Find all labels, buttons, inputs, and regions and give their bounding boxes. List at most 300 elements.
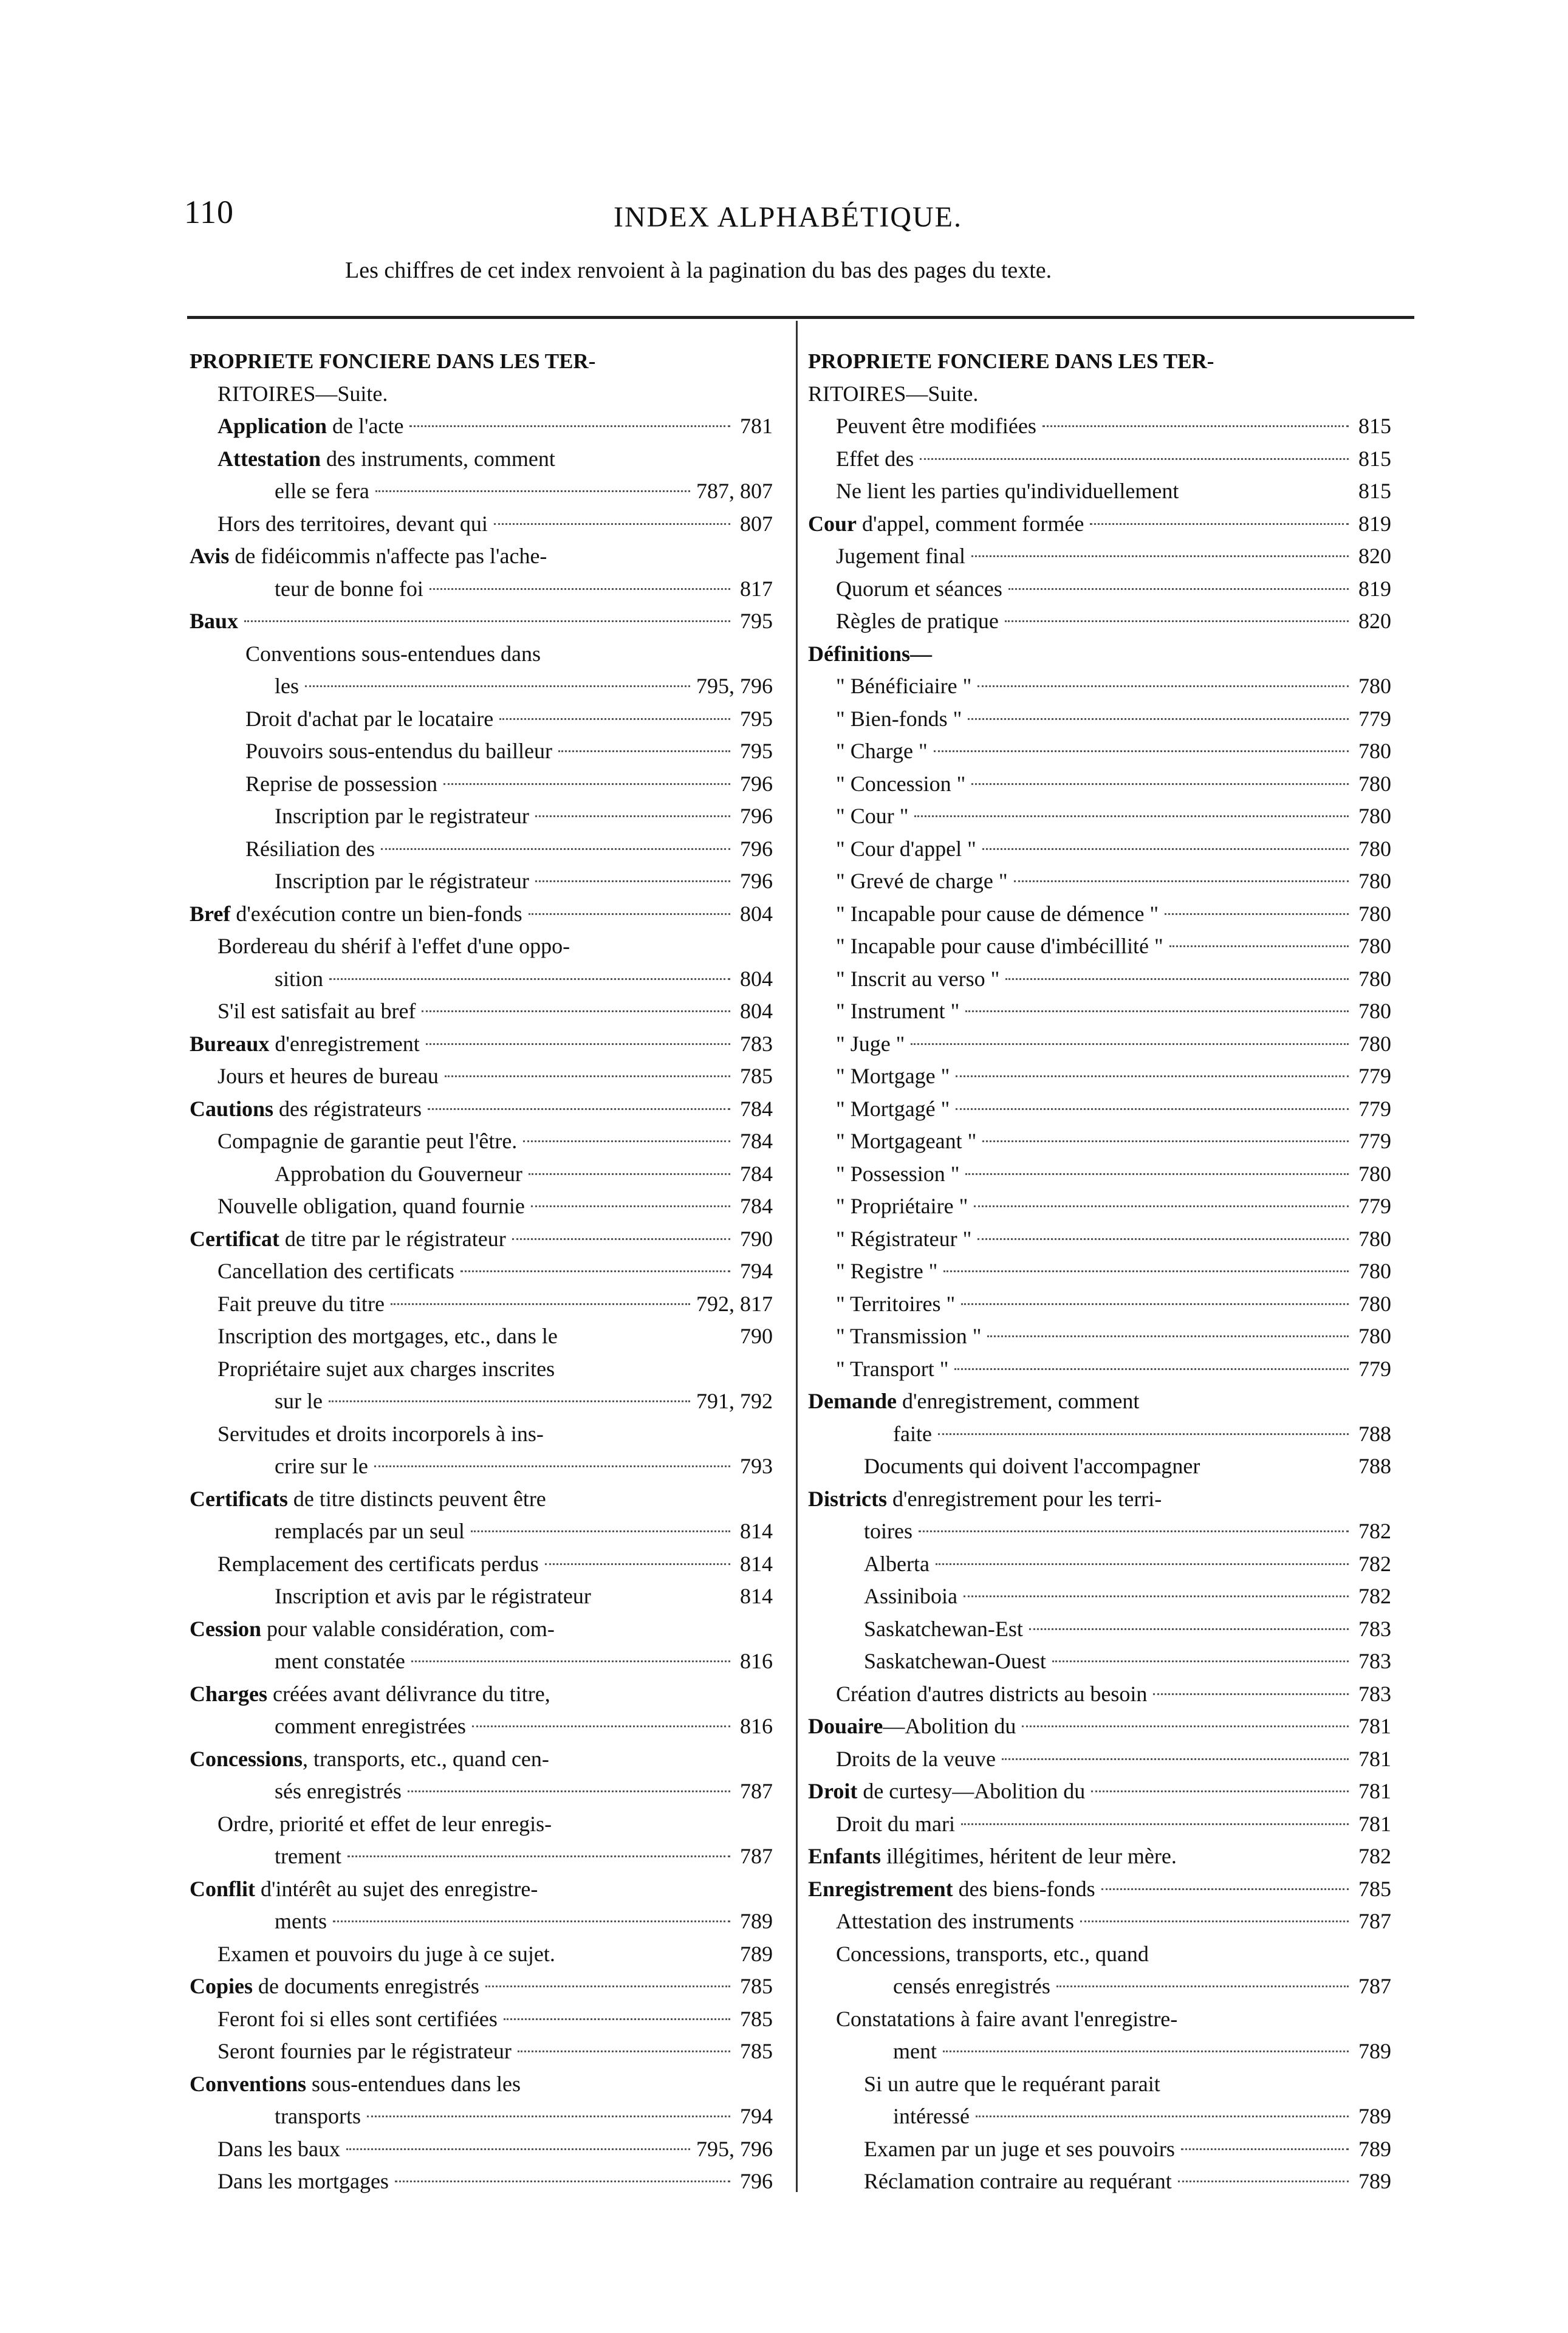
index-description: Saskatchewan-Est	[864, 1616, 1023, 1641]
index-entry	[190, 1515, 773, 1548]
index-entry-text	[808, 1840, 1177, 1873]
index-description: " Juge "	[836, 1031, 905, 1056]
page-reference: 784	[740, 1194, 773, 1218]
page-reference: 785	[1358, 1876, 1391, 1901]
dot-leader	[1002, 1758, 1349, 1760]
index-entry	[190, 1970, 773, 2003]
index-entry-text	[217, 1125, 517, 1158]
index-entry-text	[190, 345, 595, 378]
page-reference: 779	[1358, 1356, 1391, 1381]
index-entry	[808, 2003, 1391, 2036]
index-description: Constatations à faire avant l'enregistre-	[836, 2006, 1178, 2031]
dot-leader	[430, 588, 730, 590]
index-entry	[190, 1385, 773, 1418]
index-description: créées avant délivrance du titre,	[267, 1681, 550, 1706]
index-entry	[190, 2003, 773, 2036]
index-entry-text	[836, 1320, 981, 1353]
index-entry-text	[836, 1028, 905, 1061]
index-entry-text	[217, 1548, 539, 1581]
index-entry	[808, 1158, 1391, 1191]
index-description: " Mortgageant "	[836, 1129, 977, 1153]
dot-leader	[1014, 880, 1349, 882]
index-entry-text	[864, 1613, 1023, 1646]
dot-leader	[504, 2018, 730, 2020]
index-entry	[190, 898, 773, 931]
index-column-right	[808, 345, 1391, 2198]
index-entry-text	[217, 1255, 454, 1288]
page-reference: 804	[740, 999, 773, 1023]
index-entry	[808, 378, 1391, 411]
dot-leader	[982, 848, 1349, 850]
dot-leader	[1101, 1888, 1349, 1890]
index-entry	[808, 963, 1391, 996]
index-description: " Instrument "	[836, 999, 960, 1023]
index-description: Propriétaire sujet aux charges inscrites	[217, 1356, 555, 1381]
index-description: ment	[893, 2039, 937, 2063]
index-description: Réclamation contraire au requérant	[864, 2169, 1172, 2193]
index-description: de titre distincts peuvent être	[287, 1486, 546, 1511]
page-reference: 785	[740, 1974, 773, 1998]
dot-leader	[956, 1075, 1349, 1077]
index-entry	[190, 1775, 773, 1808]
index-entry-text	[893, 1970, 1050, 2003]
dot-leader	[367, 2115, 730, 2117]
index-entry	[190, 605, 773, 638]
index-entry	[808, 898, 1391, 931]
dot-leader	[329, 978, 730, 980]
index-entry-text	[836, 410, 1036, 443]
index-entry-text	[893, 2035, 937, 2068]
page-reference: 780	[1358, 934, 1391, 958]
index-entry-text	[836, 1093, 950, 1126]
index-entry-text	[808, 1483, 1162, 1516]
index-keyword: Conventions	[190, 2071, 307, 2096]
dot-leader	[411, 1660, 730, 1662]
dot-leader	[531, 1205, 730, 1207]
index-description: " Territoires "	[836, 1291, 956, 1316]
index-entry	[808, 345, 1391, 378]
index-entry	[190, 1678, 773, 1711]
index-description: Inscription par le régistrateur	[275, 869, 529, 893]
index-entry-text	[864, 1515, 912, 1548]
dot-leader	[518, 2050, 730, 2052]
index-entry	[808, 1255, 1391, 1288]
index-entry-text	[245, 768, 437, 801]
index-entry-text	[836, 1938, 1149, 1971]
index-entry	[190, 410, 773, 443]
index-entry-text	[217, 1808, 552, 1841]
page-reference: 785	[740, 2039, 773, 2063]
index-entry-text	[217, 1288, 385, 1321]
dot-leader	[936, 1563, 1349, 1565]
index-entry	[808, 443, 1391, 476]
index-entry	[190, 1645, 773, 1678]
index-description: elle se fera	[275, 479, 369, 503]
dot-leader	[1052, 1660, 1349, 1662]
index-entry	[190, 1060, 773, 1093]
page-reference: 789	[1358, 2136, 1391, 2161]
index-entry	[190, 508, 773, 541]
index-description: ment constatée	[275, 1649, 405, 1673]
index-entry	[808, 1320, 1391, 1353]
index-description: d'appel, comment formée	[857, 511, 1084, 536]
index-description: d'exécution contre un bien-fonds	[230, 901, 522, 926]
index-description: censés enregistrés	[893, 1974, 1050, 1998]
index-entry	[190, 1483, 773, 1516]
index-description: Remplacement des certificats perdus	[217, 1551, 539, 1576]
index-entry	[808, 540, 1391, 573]
page-reference: 780	[1358, 674, 1391, 698]
index-description: Bordereau du shérif à l'effet d'une oppo-	[217, 934, 570, 958]
index-description: Examen et pouvoirs du juge à ce sujet.	[217, 1941, 555, 1966]
index-entry	[808, 1613, 1391, 1646]
dot-leader	[987, 1335, 1349, 1337]
index-description: Hors des territoires, devant qui	[217, 511, 488, 536]
page-reference: 785	[740, 1064, 773, 1088]
index-entry	[190, 1288, 773, 1321]
page-reference: 779	[1358, 706, 1391, 731]
page-reference: 796	[740, 836, 773, 861]
page-reference: 785	[740, 2006, 773, 2031]
index-entry	[190, 1710, 773, 1743]
dot-leader	[375, 490, 690, 492]
index-description: d'enregistrement, comment	[897, 1389, 1140, 1413]
index-entry	[190, 1125, 773, 1158]
index-description: " Propriétaire "	[836, 1194, 968, 1218]
index-entry-text	[217, 2035, 512, 2068]
page-reference: 807	[740, 511, 773, 536]
dot-leader	[329, 1400, 690, 1402]
index-entry	[808, 1580, 1391, 1613]
page-reference: 790	[740, 1226, 773, 1251]
index-description: " Bien-fonds "	[836, 706, 962, 731]
index-description: " Mortgage "	[836, 1064, 950, 1088]
index-entry	[190, 703, 773, 736]
page-reference: 814	[740, 1519, 773, 1543]
index-description: Attestation des instruments	[836, 1909, 1074, 1933]
index-entry	[190, 1580, 773, 1613]
index-entry-text	[836, 735, 928, 768]
index-entry	[190, 1840, 773, 1873]
index-entry	[808, 865, 1391, 898]
dot-leader	[976, 2115, 1349, 2117]
page-reference: 779	[1358, 1129, 1391, 1153]
index-description: Approbation du Gouverneur	[275, 1161, 522, 1186]
index-entry-text	[836, 1255, 937, 1288]
index-entry-text	[217, 1190, 525, 1223]
index-description: " Transport "	[836, 1356, 949, 1381]
index-entry	[808, 703, 1391, 736]
index-description: " Grevé de charge "	[836, 869, 1008, 893]
index-entry-text	[190, 1483, 546, 1516]
index-entry	[190, 1028, 773, 1061]
index-description: " Cour "	[836, 804, 909, 828]
dot-leader	[977, 1238, 1349, 1240]
dot-leader	[1181, 2148, 1349, 2150]
index-description: Servitudes et droits incorporels à ins-	[217, 1421, 544, 1446]
page-reference: 820	[1358, 609, 1391, 633]
index-entry-text	[836, 768, 965, 801]
page-reference: 795	[740, 739, 773, 763]
index-entry-text	[217, 1938, 555, 1971]
page-reference: 779	[1358, 1096, 1391, 1121]
page-reference: 780	[1358, 836, 1391, 861]
index-entry-text	[275, 1840, 341, 1873]
index-entry	[808, 1515, 1391, 1548]
index-keyword: Avis	[190, 544, 230, 568]
index-entry-text	[808, 1775, 1085, 1808]
index-description: sés enregistrés	[275, 1779, 402, 1803]
index-keyword: Charges	[190, 1681, 267, 1706]
dot-leader	[422, 1010, 730, 1012]
index-entry-text	[190, 1678, 550, 1711]
index-description: Compagnie de garantie peut l'être.	[217, 1129, 518, 1153]
index-entry-text	[836, 1060, 950, 1093]
index-description: Règles de pratique	[836, 609, 999, 633]
dot-leader	[938, 1433, 1349, 1435]
page-reference: 782	[1358, 1844, 1391, 1868]
dot-leader	[961, 1303, 1349, 1305]
index-entry	[190, 1223, 773, 1256]
index-entry-text	[275, 1158, 522, 1191]
index-entry	[190, 1320, 773, 1353]
dot-leader	[535, 815, 730, 817]
index-entry	[190, 833, 773, 866]
index-entry-text	[217, 2003, 498, 2036]
index-description: les	[275, 674, 299, 698]
index-entry	[808, 1548, 1391, 1581]
page-reference: 780	[1358, 771, 1391, 796]
index-description: , transports, etc., quand cen-	[303, 1746, 549, 1771]
dot-leader	[347, 1855, 730, 1857]
dot-leader	[920, 458, 1349, 460]
dot-leader	[346, 2148, 690, 2150]
index-entry-text	[245, 735, 552, 768]
dot-leader	[1165, 913, 1349, 915]
dot-leader	[529, 913, 730, 915]
dot-leader	[512, 1238, 730, 1240]
dot-leader	[523, 1140, 730, 1142]
page-reference: 814	[740, 1584, 773, 1608]
index-entry-text	[275, 2100, 361, 2133]
index-entry	[808, 1775, 1391, 1808]
dot-leader	[333, 1920, 730, 1922]
index-description: Inscription et avis par le régistrateur	[275, 1584, 591, 1608]
index-description: " Charge "	[836, 739, 928, 763]
page-reference: 784	[740, 1161, 773, 1186]
index-description: Création d'autres districts au besoin	[836, 1681, 1148, 1706]
index-entry	[808, 1093, 1391, 1126]
index-description: Inscription des mortgages, etc., dans le	[217, 1324, 558, 1348]
index-entry	[808, 1418, 1391, 1451]
page-reference: 815	[1358, 446, 1391, 471]
index-description: sition	[275, 966, 324, 991]
index-entry-text	[836, 800, 908, 833]
page-reference: 780	[1358, 1291, 1391, 1316]
dot-leader	[305, 685, 690, 687]
index-entry	[808, 1450, 1391, 1483]
page-reference: 781	[1358, 1811, 1391, 1836]
index-entry	[190, 1613, 773, 1646]
index-description: Nouvelle obligation, quand fournie	[217, 1194, 525, 1218]
index-keyword: PROPRIETE FONCIERE DANS LES TER-	[808, 349, 1214, 373]
page-reference: 819	[1358, 576, 1391, 601]
index-entry	[808, 605, 1391, 638]
index-description: sous-entendues dans les	[306, 2071, 521, 2096]
index-entry	[808, 1385, 1391, 1418]
index-entry-text	[836, 670, 971, 703]
index-entry-text	[864, 1580, 957, 1613]
page-reference: 783	[1358, 1681, 1391, 1706]
index-entry-text	[217, 930, 570, 963]
index-entry-text	[836, 1223, 971, 1256]
index-entry	[190, 995, 773, 1028]
index-entry-text	[217, 378, 388, 411]
page-reference: 780	[1358, 999, 1391, 1023]
dot-leader	[1090, 523, 1349, 525]
index-entry	[808, 1873, 1391, 1906]
page-reference: 794	[740, 2104, 773, 2128]
index-entry	[190, 1873, 773, 1906]
dot-leader	[1178, 2181, 1349, 2182]
index-entry	[808, 1905, 1391, 1938]
index-entry-text	[836, 930, 1163, 963]
dot-leader	[408, 1790, 730, 1792]
index-entry-text	[836, 1905, 1074, 1938]
index-description: de curtesy—Abolition du	[857, 1779, 1086, 1803]
dot-leader	[545, 1563, 730, 1565]
index-entry-text	[864, 1548, 930, 1581]
page-reference: 787	[740, 1779, 773, 1803]
index-entry-text	[190, 1223, 506, 1256]
dot-leader	[1056, 1985, 1349, 1987]
index-description: Alberta	[864, 1551, 930, 1576]
index-entry-text	[190, 605, 238, 638]
index-description: Documents qui doivent l'accompagner	[864, 1454, 1200, 1478]
index-keyword: Conflit	[190, 1876, 255, 1901]
dot-leader	[395, 2181, 730, 2182]
index-keyword: Droit	[808, 1779, 858, 1803]
index-description: Quorum et séances	[836, 576, 1002, 601]
dot-leader	[1029, 1628, 1349, 1630]
page-reference: 791, 792	[696, 1389, 773, 1413]
index-entry-text	[836, 2003, 1177, 2036]
index-keyword: Demande	[808, 1389, 897, 1413]
index-entry-text	[836, 1678, 1147, 1711]
index-description: Jugement final	[836, 544, 965, 568]
index-entry	[808, 1060, 1391, 1093]
page-reference: 792, 817	[696, 1291, 773, 1316]
index-entry	[808, 768, 1391, 801]
index-entry-text	[275, 1710, 466, 1743]
index-keyword: Districts	[808, 1486, 887, 1511]
index-entry	[190, 540, 773, 573]
dot-leader	[391, 1303, 690, 1305]
index-description: Fait preuve du titre	[217, 1291, 385, 1316]
index-entry-text	[275, 800, 529, 833]
index-description: d'enregistrement	[269, 1031, 420, 1056]
dot-leader	[445, 1075, 730, 1077]
page-reference: 816	[740, 1649, 773, 1673]
index-description: Ordre, priorité et effet de leur enregis-	[217, 1811, 552, 1836]
page-reference: 781	[740, 414, 773, 438]
index-entry-text	[836, 540, 965, 573]
index-description: Jours et heures de bureau	[217, 1064, 439, 1088]
index-entry-text	[864, 1645, 1046, 1678]
index-description: " Possession "	[836, 1161, 960, 1186]
index-description: Conventions sous-entendues dans	[245, 641, 541, 666]
index-entry	[190, 670, 773, 703]
index-entry	[190, 2100, 773, 2133]
index-entry	[808, 2035, 1391, 2068]
index-entry-text	[275, 1645, 405, 1678]
index-entry-text	[190, 1970, 479, 2003]
index-description: Droits de la veuve	[836, 1746, 996, 1771]
index-entry	[190, 378, 773, 411]
index-description: crire sur le	[275, 1454, 368, 1478]
page-reference: 815	[1358, 414, 1391, 438]
index-keyword: Douaire	[808, 1714, 883, 1738]
index-description: RITOIRES—Suite.	[217, 381, 388, 406]
index-entry-text	[217, 410, 403, 443]
index-entry-text	[864, 2068, 1160, 2101]
index-entry	[808, 410, 1391, 443]
index-entry	[190, 638, 773, 671]
index-description: d'enregistrement pour les terri-	[886, 1486, 1162, 1511]
dot-leader	[965, 1010, 1349, 1012]
index-description: Concessions, transports, etc., quand	[836, 1941, 1149, 1966]
index-entry	[808, 1028, 1391, 1061]
page-reference: 793	[740, 1454, 773, 1478]
index-keyword: Baux	[190, 609, 239, 633]
index-entry	[808, 2133, 1391, 2166]
index-entry	[808, 1223, 1391, 1256]
page-reference: 784	[740, 1129, 773, 1153]
page-reference: 779	[1358, 1064, 1391, 1088]
index-description: Pouvoirs sous-entendus du bailleur	[245, 739, 552, 763]
index-entry-text	[808, 1873, 1095, 1906]
index-description: " Incapable pour cause d'imbécillité "	[836, 934, 1163, 958]
index-entry	[190, 1093, 773, 1126]
index-entry-text	[275, 573, 423, 606]
index-entry	[808, 1483, 1391, 1516]
index-entry-text	[217, 2133, 340, 2166]
index-entry	[190, 443, 773, 476]
index-description: " Mortgagé "	[836, 1096, 950, 1121]
page-reference: 788	[1358, 1421, 1391, 1446]
index-entry-text	[836, 1125, 976, 1158]
page-reference: 804	[740, 901, 773, 926]
page-reference: 782	[1358, 1551, 1391, 1576]
index-entry-text	[190, 1873, 538, 1906]
index-entry-text	[836, 833, 976, 866]
page-reference: 804	[740, 966, 773, 991]
dot-leader	[977, 685, 1349, 687]
page-title: INDEX ALPHABÉTIQUE.	[614, 201, 962, 233]
index-entry-text	[836, 1743, 996, 1776]
index-entry-text	[275, 1450, 368, 1483]
index-description: des biens-fonds	[953, 1876, 1095, 1901]
page-reference: 780	[1358, 1161, 1391, 1186]
index-entry	[190, 865, 773, 898]
index-description: Inscription par le registrateur	[275, 804, 529, 828]
index-entry	[808, 800, 1391, 833]
index-entry	[808, 573, 1391, 606]
index-entry-text	[275, 475, 369, 508]
index-description: comment enregistrées	[275, 1714, 466, 1738]
index-entry	[190, 1418, 773, 1451]
index-description: Effet des	[836, 446, 914, 471]
